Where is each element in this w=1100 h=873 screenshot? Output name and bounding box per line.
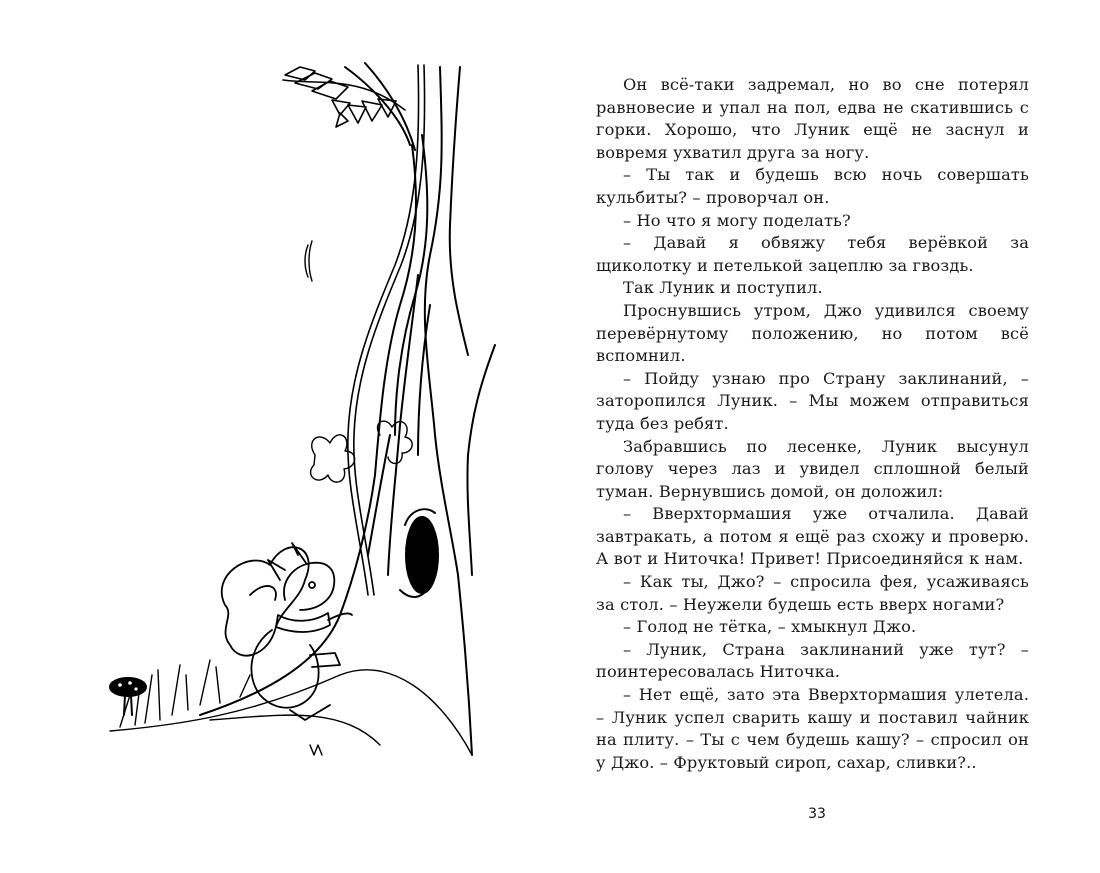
tree-hollow bbox=[406, 517, 438, 593]
paragraph: – Нет ещё, зато эта Вверхтормашия улетела. – Луник успел сварить кашу и поставил чайник на плиту. – Ты с чем будешь кашу? – спросил он у Джо. – Фруктовый сироп, сахар, сливки?.. bbox=[596, 685, 1029, 772]
squirrel-eye bbox=[309, 582, 315, 588]
paragraph: – Вверхтормашия уже отчалила. Давай завтракать, а потом я ещё раз схожу и проверю. А вот и Ниточка! Привет! Присоединяйся к нам. bbox=[596, 504, 1029, 569]
mushroom bbox=[110, 678, 146, 715]
paragraph: Он всё-таки задремал, но во сне потерял равновесие и упал на пол, едва не скатившись с горки. Хорошо, что Луник ещё не заснул и вовремя ухватил друга за ногу. bbox=[596, 75, 1029, 162]
paragraph: – Пойду узнаю про Страну заклинаний, – заторопился Луник. – Мы можем отправиться туда без ребят. bbox=[596, 368, 1029, 433]
paragraph: – Голод не тётка, – хмыкнул Джо. bbox=[623, 617, 917, 637]
paragraph: – Ты так и будешь всю ночь совершать кульбиты? – проворчал он. bbox=[596, 165, 1029, 207]
paragraph: Проснувшись утром, Джо удивился своему перевёрнутому положению, но потом всё вспомнил. bbox=[596, 300, 1029, 366]
squirrel-ear bbox=[268, 560, 285, 580]
paragraph: – Как ты, Джо? – спросила фея, усаживаясь за стол. – Неужели будешь есть вверх ногами? bbox=[596, 572, 1029, 614]
squirrel-scarf bbox=[276, 613, 330, 632]
squirrel-tail bbox=[222, 547, 309, 655]
paragraph: – Давай я обвяжу тебя верёвкой за щиколотку и петелькой зацеплю за гвоздь. bbox=[596, 233, 1029, 275]
text-column bbox=[596, 74, 1029, 774]
paragraph: – Луник, Страна заклинаний уже тут? – поинтересовалась Ниточка. bbox=[596, 639, 1029, 682]
leaf-cluster-top bbox=[283, 67, 405, 127]
paragraph: – Но что я могу поделать? bbox=[623, 210, 851, 230]
page-number: 33 bbox=[808, 806, 826, 822]
paragraph: Так Луник и поступил. bbox=[623, 278, 823, 298]
illustration bbox=[100, 55, 500, 775]
paragraph: Забравшись по лесенке, Луник высунул голову через лаз и увидел сплошной белый туман. Вернувшись домой, он доложил: bbox=[596, 436, 1029, 501]
squirrel-tree-illustration bbox=[100, 55, 500, 775]
